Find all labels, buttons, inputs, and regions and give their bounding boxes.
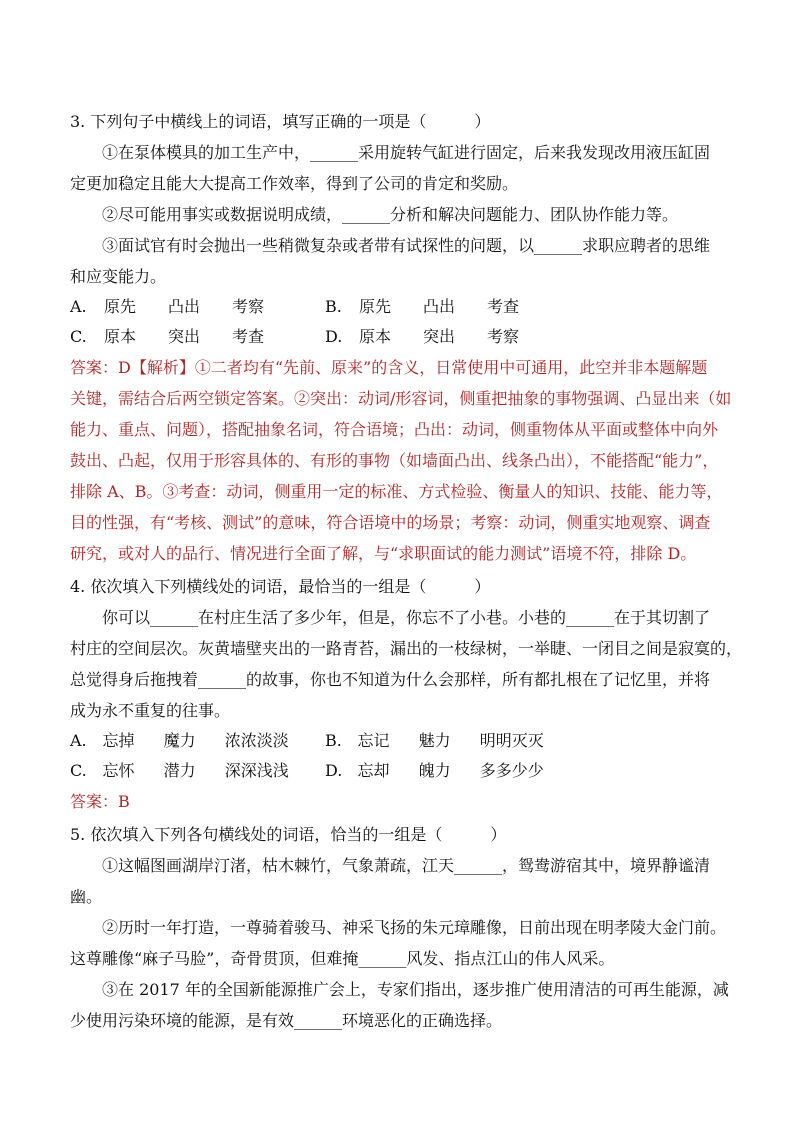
q3-sentence-1-line-2: 定更加稳定且能大大提高工作效率，得到了公司的肯定和奖励。 bbox=[70, 174, 519, 193]
q4-answer: 答案：B bbox=[70, 792, 130, 811]
q3-answer-line-7: 研究，或对人的品行、情况进行全面了解，与“求职面试的能力测试”语境不符，排除 D。 bbox=[70, 544, 697, 563]
q3-answer-line-2: 关键，需结合后两空锁定答案。②突出：动词/形容词，侧重把抽象的事物强调、凸显出来（如 bbox=[70, 389, 732, 408]
q3-answer-line-3: 能力、重点、问题），搭配抽象名词，符合语境；凸出：动词，侧重物体从平面或整体中向外 bbox=[70, 420, 719, 439]
question-5-stem: 5. 依次填入下列各句横线处的词语，恰当的一组是（ ） bbox=[70, 825, 507, 844]
q3-sentence-3-line-1: ③面试官有时会抛出一些稍微复杂或者带有试探性的问题，以______求职应聘者的思维 bbox=[102, 236, 711, 255]
q5-sentence-1-line-2: 幽。 bbox=[70, 887, 103, 906]
q3-answer-line-5: 排除 A、B。③考查：动词，侧重用一定的标准、方式检验、衡量人的知识、技能、能力等， bbox=[70, 482, 723, 501]
q4-options-row-2 bbox=[70, 756, 730, 786]
question-4-stem: 4. 依次填入下列横线处的词语，最恰当的一组是（ ） bbox=[70, 577, 491, 596]
q4-option-c: C. 忘怀 潜力 深深浅浅 bbox=[70, 761, 289, 780]
q3-option-a: A. 原先 凸出 考察 bbox=[70, 297, 265, 316]
q3-sentence-2-line-1: ②尽可能用事实或数据说明成绩，______分析和解决问题能力、团队协作能力等。 bbox=[102, 205, 679, 224]
q3-option-c: C. 原本 突出 考查 bbox=[70, 327, 265, 346]
q3-options-row-1 bbox=[70, 292, 730, 322]
q3-answer-line-1: 答案：D【解析】①二者均有“先前、原来”的含义，日常使用中可通用，此空并非本题解题 bbox=[70, 358, 708, 377]
q4-option-d: D. 忘却 魄力 多多少少 bbox=[325, 761, 544, 780]
q5-sentence-3-line-2: 少使用污染环境的能源，是有效______环境恶化的正确选择。 bbox=[70, 1011, 503, 1030]
q4-options-row-1 bbox=[70, 726, 730, 756]
q3-options-row-2 bbox=[70, 322, 730, 352]
q4-passage-line-2: 村庄的空间层次。灰黄墙壁夹出的一路青苔，漏出的一枝绿树，一举睫、一闭目之间是寂寞的， bbox=[70, 639, 743, 658]
q4-passage-line-3: 总觉得身后拖拽着______的故事，你也不知道为什么会那样，所有都扎根在了记忆里，并将 bbox=[70, 670, 711, 689]
q5-sentence-1-line-1: ①这幅图画湖岸汀渚，枯木棘竹，气象萧疏，江天______，鸳鸯游宿其中，境界静谧清 bbox=[102, 856, 711, 875]
q3-answer-explanation bbox=[70, 352, 730, 569]
document-content bbox=[70, 104, 743, 1036]
q3-sentence-1-line-1: ①在泵体模具的加工生产中，______采用旋转气缸进行固定，后来我发现改用液压缸固 bbox=[102, 143, 711, 162]
q3-option-b: B. 原先 凸出 考查 bbox=[325, 297, 520, 316]
q5-sentence-2-line-1: ②历时一年打造，一尊骑着骏马、神采飞扬的朱元璋雕像，日前出现在明孝陵大金门前。 bbox=[102, 918, 727, 937]
question-3-stem: 3. 下列句子中横线上的词语，填写正确的一项是（ ） bbox=[70, 112, 491, 131]
q5-sentence-2-line-2: 这尊雕像“麻子马脸”，奇骨贯顶，但难掩______风发、指点江山的伟人风采。 bbox=[70, 949, 615, 968]
q5-sentence-3-line-1: ③在 2017 年的全国新能源推广会上，专家们指出，逐步推广使用清洁的可再生能源，减 bbox=[102, 980, 729, 999]
q3-answer-line-6: 目的性强，有“考核、测试”的意味，符合语境中的场景；考察：动词，侧重实地观察、调查 bbox=[70, 513, 711, 532]
q4-passage-line-4: 成为永不重复的往事。 bbox=[70, 701, 231, 720]
q3-answer-line-4: 鼓出、凸起，仅用于形容具体的、有形的事物（如墙面凸出、线条凸出），不能搭配“能力”， bbox=[70, 451, 719, 470]
q4-passage-line-1: 你可以______在村庄生活了多少年，但是，你忘不了小巷。小巷的______在于其切割了 bbox=[102, 608, 711, 627]
q3-option-d: D. 原本 突出 考察 bbox=[325, 327, 520, 346]
q4-option-a: A. 忘掉 魔力 浓浓淡淡 bbox=[70, 731, 289, 750]
q4-option-b: B. 忘记 魅力 明明灭灭 bbox=[325, 731, 544, 750]
q3-sentence-3-line-2: 和应变能力。 bbox=[70, 267, 167, 286]
